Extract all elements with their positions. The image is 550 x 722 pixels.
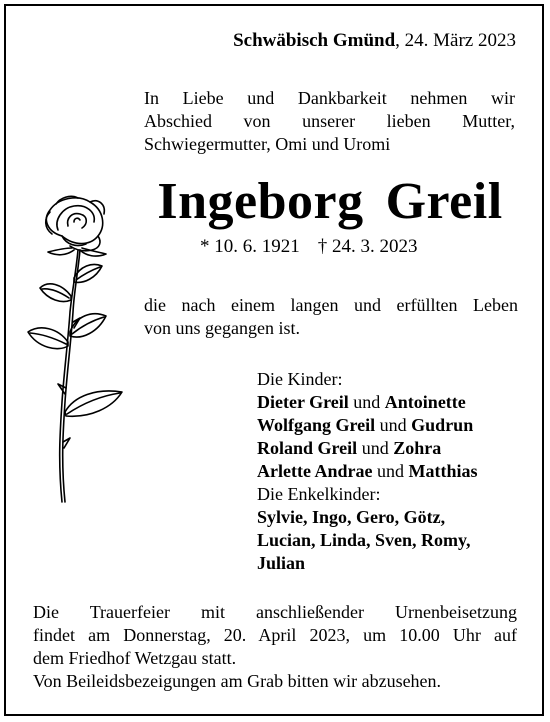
and-word: und [375, 415, 412, 435]
service-line: Von Beileidsbezeigungen am Grab bitten wir abzusehen. [33, 671, 442, 691]
date: , 24. März 2023 [395, 30, 516, 51]
death-date: † 24. 3. 2023 [317, 236, 418, 257]
last-name: Greil [385, 173, 503, 230]
birth-date: * 10. 6. 1921 [200, 236, 300, 257]
and-word: und [357, 438, 394, 458]
grandchildren-line: Sylvie, Ingo, Gero, Götz, [257, 507, 446, 527]
passed-line: von uns gegangen ist. [144, 318, 300, 338]
intro-line: In Liebe und Dankbarkeit nehmen wir [144, 88, 515, 108]
service-info [33, 601, 517, 693]
partner-name: Zohra [393, 438, 442, 458]
and-word: und [372, 461, 409, 481]
life-dates [200, 236, 418, 258]
intro-line: Schwiegermutter, Omi und Uromi [144, 134, 391, 154]
child-name: Dieter Greil [257, 392, 349, 412]
child-row [257, 437, 477, 460]
place-date [233, 30, 516, 52]
child-row [257, 460, 477, 483]
grandchildren-line: Lucian, Linda, Sven, Romy, [257, 530, 471, 550]
passed-line: die nach einem langen und erfüllten Leben [144, 295, 518, 315]
intro-line: Abschied von unserer lieben Mutter, [144, 111, 515, 131]
place: Schwäbisch Gmünd [233, 30, 396, 51]
child-row [257, 414, 477, 437]
rose-icon [18, 192, 136, 508]
family-list [257, 368, 477, 575]
child-name: Roland Greil [257, 438, 358, 458]
passed-text [144, 294, 518, 340]
service-line: dem Friedhof Wetzgau statt. [33, 648, 237, 668]
children-label: Die Kinder: [257, 369, 343, 389]
service-line: findet am Donnerstag, 20. April 2023, um 10.00 Uhr auf [33, 625, 517, 645]
partner-name: Matthias [408, 461, 478, 481]
grandchildren-line: Julian [257, 553, 306, 573]
first-name: Ingeborg [157, 173, 364, 230]
service-line: Die Trauerfeier mit anschließender Urnenbeisetzung [33, 602, 517, 622]
intro-text [144, 87, 515, 156]
deceased-name [138, 172, 522, 231]
child-name: Wolfgang Greil [257, 415, 376, 435]
child-name: Arlette Andrae [257, 461, 373, 481]
partner-name: Gudrun [411, 415, 474, 435]
grandchildren-label: Die Enkelkinder: [257, 484, 381, 504]
child-row [257, 391, 477, 414]
and-word: und [348, 392, 385, 412]
partner-name: Antoinette [384, 392, 466, 412]
